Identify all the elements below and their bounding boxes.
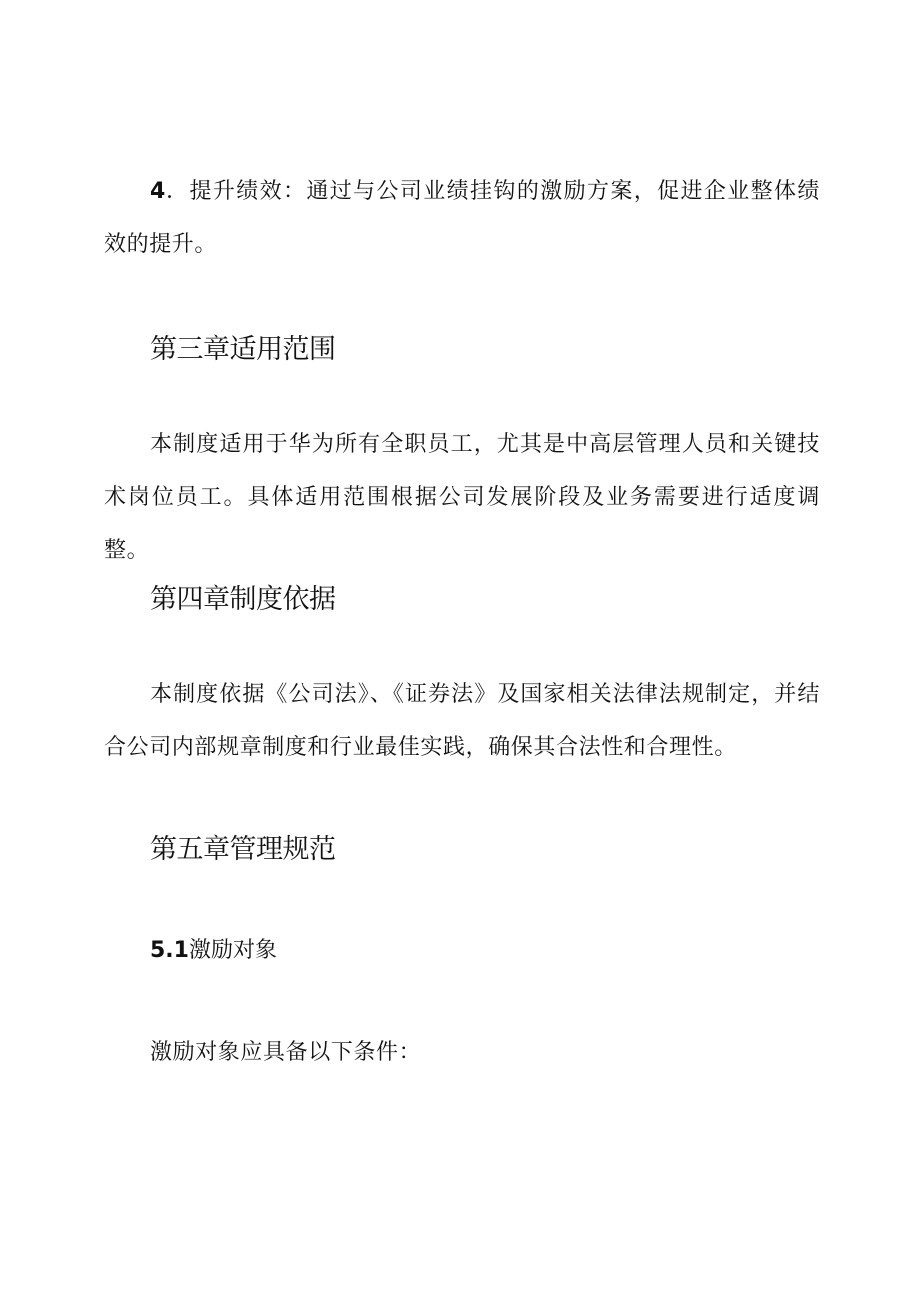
chapter-5-body	[104, 1026, 820, 1079]
item-4-text	[104, 165, 820, 271]
chapter-3-title: 第三章适用范围	[150, 334, 336, 365]
section-5-1-number: 5.1	[150, 938, 189, 963]
chapter-4-title: 第四章制度依据	[150, 584, 336, 615]
chapter-4-text: 本制度依据《公司法》、《证券法》及国家相关法律法规制定，并结合公司内部规章制度和行业最佳实践，确保其合法性和合理性。	[104, 682, 820, 760]
chapter-3-heading	[104, 330, 820, 370]
chapter-4-body	[104, 668, 820, 774]
section-5-1-heading	[104, 931, 820, 971]
chapter-5-heading	[104, 830, 820, 870]
section-5-1-title: 激励对象	[188, 938, 277, 963]
chapter-4-heading	[104, 580, 820, 620]
chapter-5-title: 第五章管理规范	[150, 834, 336, 865]
chapter-3-text: 本制度适用于华为所有全职员工，尤其是中高层管理人员和关键技术岗位员工。具体适用范围根据公司发展阶段及业务需要进行适度调整。	[104, 432, 820, 563]
chapter-3-body	[104, 418, 820, 577]
item-4-body: ．提升绩效：通过与公司业绩挂钩的激励方案，促进企业整体绩效的提升。	[104, 179, 820, 257]
item-4-paragraph	[104, 165, 820, 271]
section-5-1-title-line	[104, 931, 820, 971]
chapter-5-text: 激励对象应具备以下条件：	[150, 1040, 422, 1065]
item-4-number: 4	[150, 179, 166, 204]
